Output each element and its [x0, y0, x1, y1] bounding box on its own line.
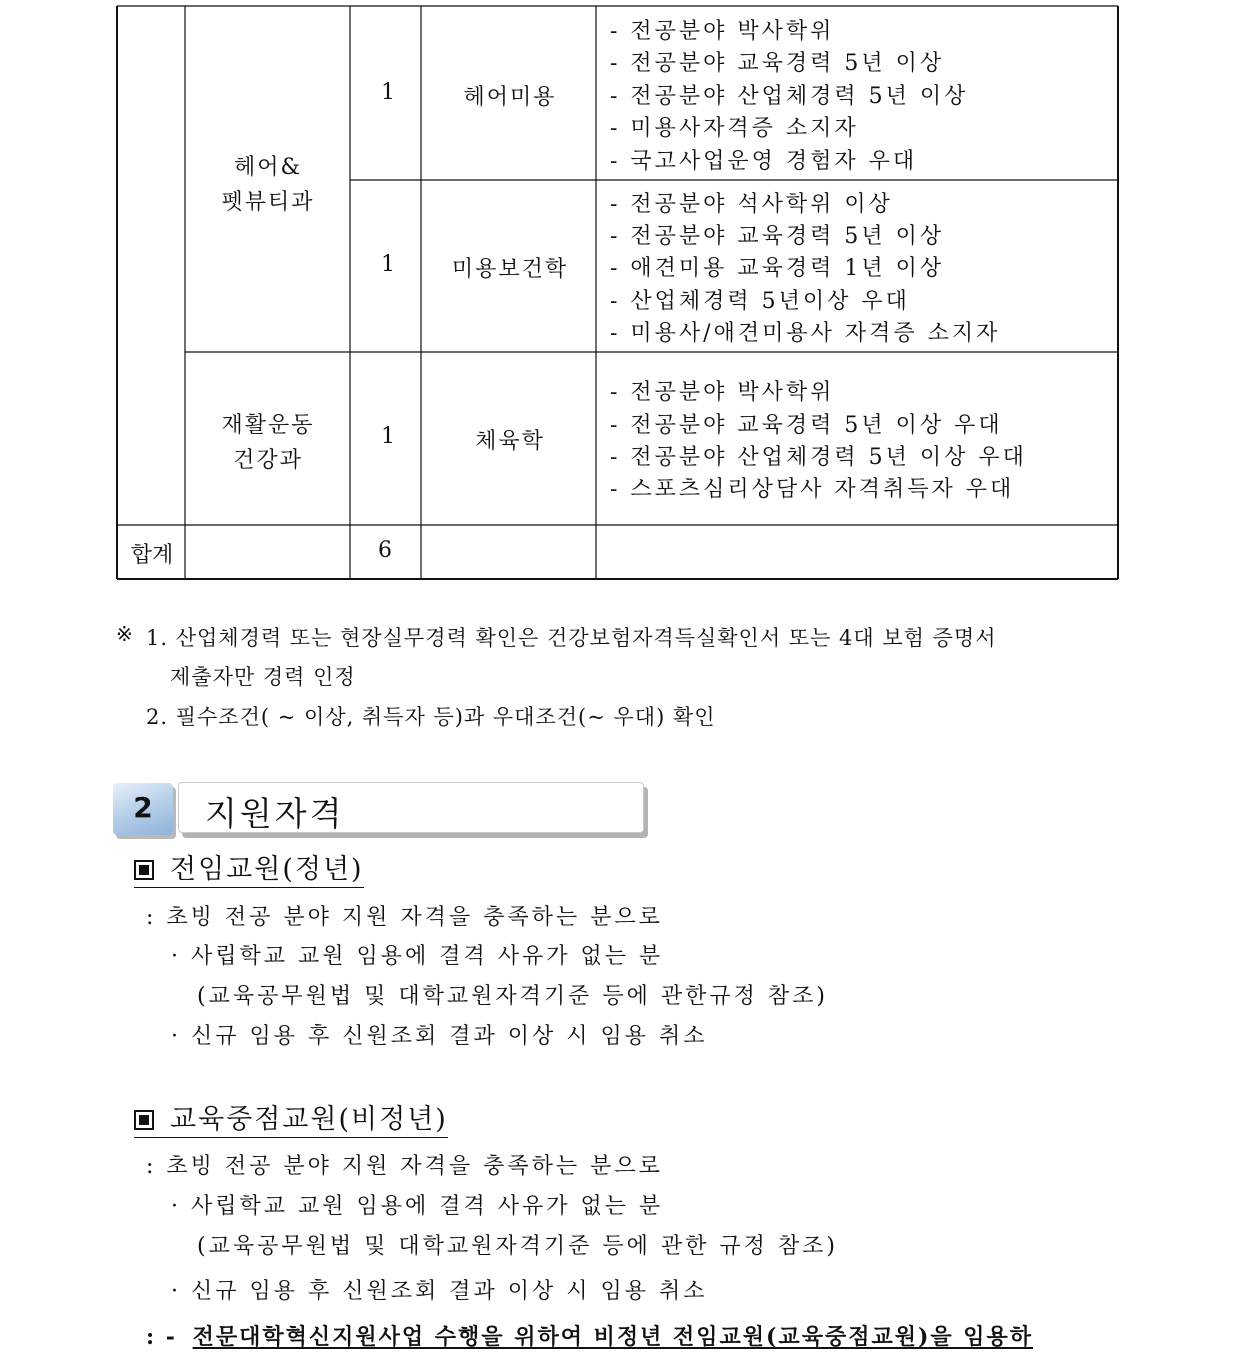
- requirement-line: - 전공분야 박사학위: [610, 380, 835, 405]
- dept-line-2: 건강과: [233, 448, 303, 473]
- dept-cell-hair-pet: [221, 150, 314, 216]
- last-line-emphasis: 전문대학혁신지원사업 수행을 위하여 비정년 전임교원(교육중점교원)을 임용하: [192, 1324, 1034, 1350]
- requirement-line: - 미용사/애견미용사 자격증 소지자: [610, 321, 1001, 346]
- note-item-1-continued: 제출자만 경력 인정: [170, 665, 356, 689]
- nontenure-line-3: (교육공무원법 및 대학교원자격기준 등에 관한 규정 참조): [197, 1234, 838, 1259]
- major-cell-row-1: 헤어미용: [463, 85, 557, 110]
- section-number: 2: [133, 791, 153, 824]
- count-cell-row-3: 1: [381, 424, 397, 449]
- dept-line-1: 재활운동: [221, 413, 315, 438]
- requirement-line: - 전공분야 교육경력 5년 이상 우대: [610, 413, 1003, 438]
- tenure-heading-text: 전임교원(정년): [170, 854, 364, 885]
- filled-square-icon: [134, 1110, 154, 1130]
- requirement-line: - 미용사자격증 소지자: [610, 116, 859, 141]
- tenure-heading: [134, 847, 364, 888]
- last-line-prefix: : -: [146, 1324, 177, 1350]
- note-item-2: 2. 필수조건( ~ 이상, 취득자 등)과 우대조건(~ 우대) 확인: [146, 705, 716, 729]
- total-count: 6: [378, 538, 394, 563]
- requirement-line: - 전공분야 산업체경력 5년 이상: [610, 84, 969, 109]
- total-label: 합계: [130, 543, 174, 568]
- dept-cell-rehab: [221, 408, 314, 474]
- requirement-line: - 전공분야 박사학위: [610, 19, 835, 44]
- requirement-line: - 산업체경력 5년이상 우대: [610, 289, 910, 314]
- major-cell-row-3: 체육학: [475, 429, 545, 454]
- nontenure-line-2: · 사립학교 교원 임용에 결격 사유가 없는 분: [171, 1194, 664, 1219]
- dept-line-1: 헤어&: [233, 155, 303, 180]
- requirement-line: - 국고사업운영 경험자 우대: [610, 149, 918, 174]
- reference-mark: ※: [116, 622, 134, 646]
- nontenure-line-1: : 초빙 전공 분야 지원 자격을 충족하는 분으로: [146, 1154, 663, 1179]
- filled-square-icon: [134, 860, 154, 880]
- requirement-line: - 전공분야 석사학위 이상: [610, 192, 893, 217]
- nontenure-heading: [134, 1097, 448, 1138]
- requirement-line: - 전공분야 교육경력 5년 이상: [610, 224, 945, 249]
- major-cell-row-2: 미용보건학: [451, 257, 569, 282]
- count-cell-row-2: 1: [381, 252, 397, 277]
- section-number-badge: [113, 783, 173, 835]
- tenure-line-2: · 사립학교 교원 임용에 결격 사유가 없는 분: [171, 944, 664, 969]
- section-title: 지원자격: [205, 794, 345, 833]
- note-item-1: 1. 산업체경력 또는 현장실무경력 확인은 건강보험자격득실확인서 또는 4대 보험 증명서: [146, 626, 997, 650]
- tenure-line-4: · 신규 임용 후 신원조회 결과 이상 시 임용 취소: [171, 1024, 708, 1049]
- requirement-line: - 스포츠심리상담사 자격취득자 우대: [610, 477, 1015, 502]
- requirement-line: - 전공분야 교육경력 5년 이상: [610, 51, 945, 76]
- requirement-line: - 애견미용 교육경력 1년 이상: [610, 256, 945, 281]
- nontenure-heading-text: 교육중점교원(비정년): [170, 1104, 448, 1135]
- dept-line-2: 펫뷰티과: [221, 190, 315, 215]
- count-cell-row-1: 1: [381, 80, 397, 105]
- section-title-box: [178, 782, 644, 833]
- tenure-line-1: : 초빙 전공 분야 지원 자격을 충족하는 분으로: [146, 905, 663, 930]
- nontenure-line-4: · 신규 임용 후 신원조회 결과 이상 시 임용 취소: [171, 1279, 708, 1304]
- nontenure-last-line: [146, 1320, 1033, 1351]
- tenure-line-3: (교육공무원법 및 대학교원자격기준 등에 관한규정 참조): [197, 984, 828, 1009]
- requirement-line: - 전공분야 산업체경력 5년 이상 우대: [610, 445, 1027, 470]
